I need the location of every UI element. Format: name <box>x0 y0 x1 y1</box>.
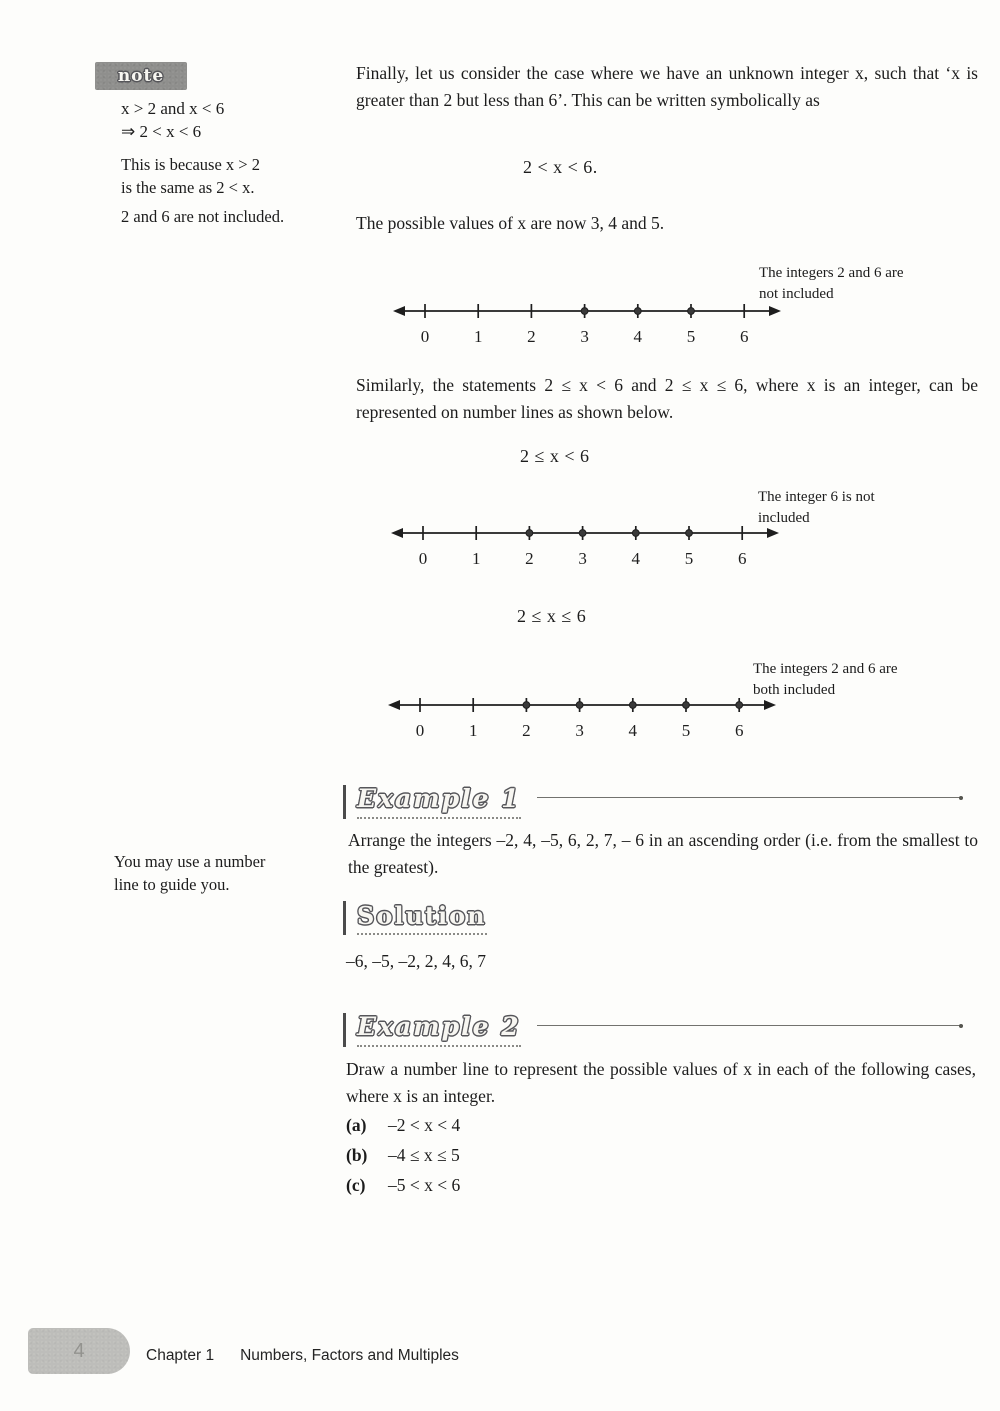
item-c-formula: –5 < x < 6 <box>388 1175 461 1195</box>
intro-formula: 2 < x < 6. <box>523 157 598 177</box>
svg-text:2: 2 <box>522 721 531 740</box>
number-line-2 <box>389 519 781 576</box>
footer-chapter: Chapter 1 <box>146 1347 215 1364</box>
annotation-line: not included <box>759 286 834 302</box>
number-line-1 <box>391 297 783 354</box>
example2-body: Draw a number line to represent the possible values of x in each of the following cases, where x is an integer. <box>346 1059 976 1106</box>
note-formula-line2: ⇒ 2 < x < 6 <box>121 122 202 141</box>
number-line-3-annotation <box>753 659 983 701</box>
svg-text:3: 3 <box>580 327 589 346</box>
svg-text:5: 5 <box>684 549 694 568</box>
page-number-badge <box>28 1328 130 1374</box>
example1-title: Example 1 <box>357 784 521 819</box>
solution-answer: –6, –5, –2, 2, 4, 6, 7 <box>346 951 486 971</box>
note-excluded-line: 2 and 6 are not included. <box>121 207 285 226</box>
annotation-line: both included <box>753 682 836 698</box>
possible-values-line: The possible values of x are now 3, 4 and 5. <box>356 213 665 233</box>
svg-text:6: 6 <box>739 327 749 346</box>
note-label: note <box>117 66 165 86</box>
item-a-label: (a) <box>346 1115 367 1135</box>
example1-header <box>343 784 963 819</box>
example2-title: Example 2 <box>357 1012 521 1047</box>
page-number: 4 <box>73 1339 85 1362</box>
svg-text:5: 5 <box>686 327 696 346</box>
footer-chapter-title: Numbers, Factors and Multiples <box>240 1347 459 1364</box>
annotation-line: included <box>758 510 810 526</box>
svg-text:1: 1 <box>468 721 478 740</box>
solution-header <box>343 901 487 935</box>
footer <box>146 1347 459 1365</box>
item-c-label: (c) <box>346 1175 366 1195</box>
svg-text:0: 0 <box>415 721 425 740</box>
annotation-line: The integers 2 and 6 are <box>753 661 898 677</box>
svg-text:4: 4 <box>631 549 641 568</box>
svg-text:0: 0 <box>418 549 428 568</box>
example2-rule <box>537 1025 963 1026</box>
example2-header-bar <box>343 1013 346 1047</box>
number-line-2-annotation <box>758 487 983 529</box>
example2-items <box>346 1110 460 1200</box>
svg-text:5: 5 <box>681 721 691 740</box>
annotation-line: The integers 2 and 6 are <box>759 265 904 281</box>
example2-header <box>343 1012 963 1047</box>
item-b-label: (b) <box>346 1145 368 1165</box>
margin-hint-line1: You may use a number <box>114 852 266 871</box>
svg-text:6: 6 <box>737 549 747 568</box>
note-badge <box>95 62 187 90</box>
svg-text:4: 4 <box>633 327 643 346</box>
svg-text:3: 3 <box>575 721 584 740</box>
svg-text:6: 6 <box>734 721 744 740</box>
list-item <box>346 1170 460 1200</box>
number-line-3 <box>386 691 778 748</box>
svg-text:1: 1 <box>471 549 481 568</box>
annotation-line: The integer 6 is not <box>758 489 875 505</box>
margin-hint-line2: line to guide you. <box>114 875 230 894</box>
svg-text:3: 3 <box>578 549 587 568</box>
example1-rule <box>537 797 963 798</box>
example1-header-bar <box>343 785 346 819</box>
svg-text:4: 4 <box>628 721 638 740</box>
number-line-2-label: 2 ≤ x < 6 <box>520 446 590 466</box>
note-because-line2: is the same as 2 < x. <box>121 178 255 197</box>
intro-paragraph: Finally, let us consider the case where we have an unknown integer x, such that ‘x is greater than 2 but less than 6’. This can be written symbolically as <box>356 63 978 110</box>
number-line-1-annotation <box>759 263 984 305</box>
example1-body: Arrange the integers –2, 4, –5, 6, 2, 7, – 6 in an ascending order (i.e. from the smallest to the greatest). <box>348 830 978 877</box>
svg-text:0: 0 <box>420 327 430 346</box>
solution-header-bar <box>343 901 346 935</box>
note-because-line1: This is because x > 2 <box>121 155 260 174</box>
svg-text:2: 2 <box>527 327 536 346</box>
item-a-formula: –2 < x < 4 <box>388 1115 461 1135</box>
svg-text:2: 2 <box>525 549 534 568</box>
svg-text:1: 1 <box>473 327 483 346</box>
list-item <box>346 1110 460 1140</box>
similarly-paragraph: Similarly, the statements 2 ≤ x < 6 and 2 ≤ x ≤ 6, where x is an integer, can be represented on number lines as shown below. <box>356 375 978 422</box>
note-formula-line1: x > 2 and x < 6 <box>121 99 225 118</box>
item-b-formula: –4 ≤ x ≤ 5 <box>388 1145 460 1165</box>
number-line-3-label: 2 ≤ x ≤ 6 <box>517 606 587 626</box>
list-item <box>346 1140 460 1170</box>
solution-title: Solution <box>357 901 487 935</box>
